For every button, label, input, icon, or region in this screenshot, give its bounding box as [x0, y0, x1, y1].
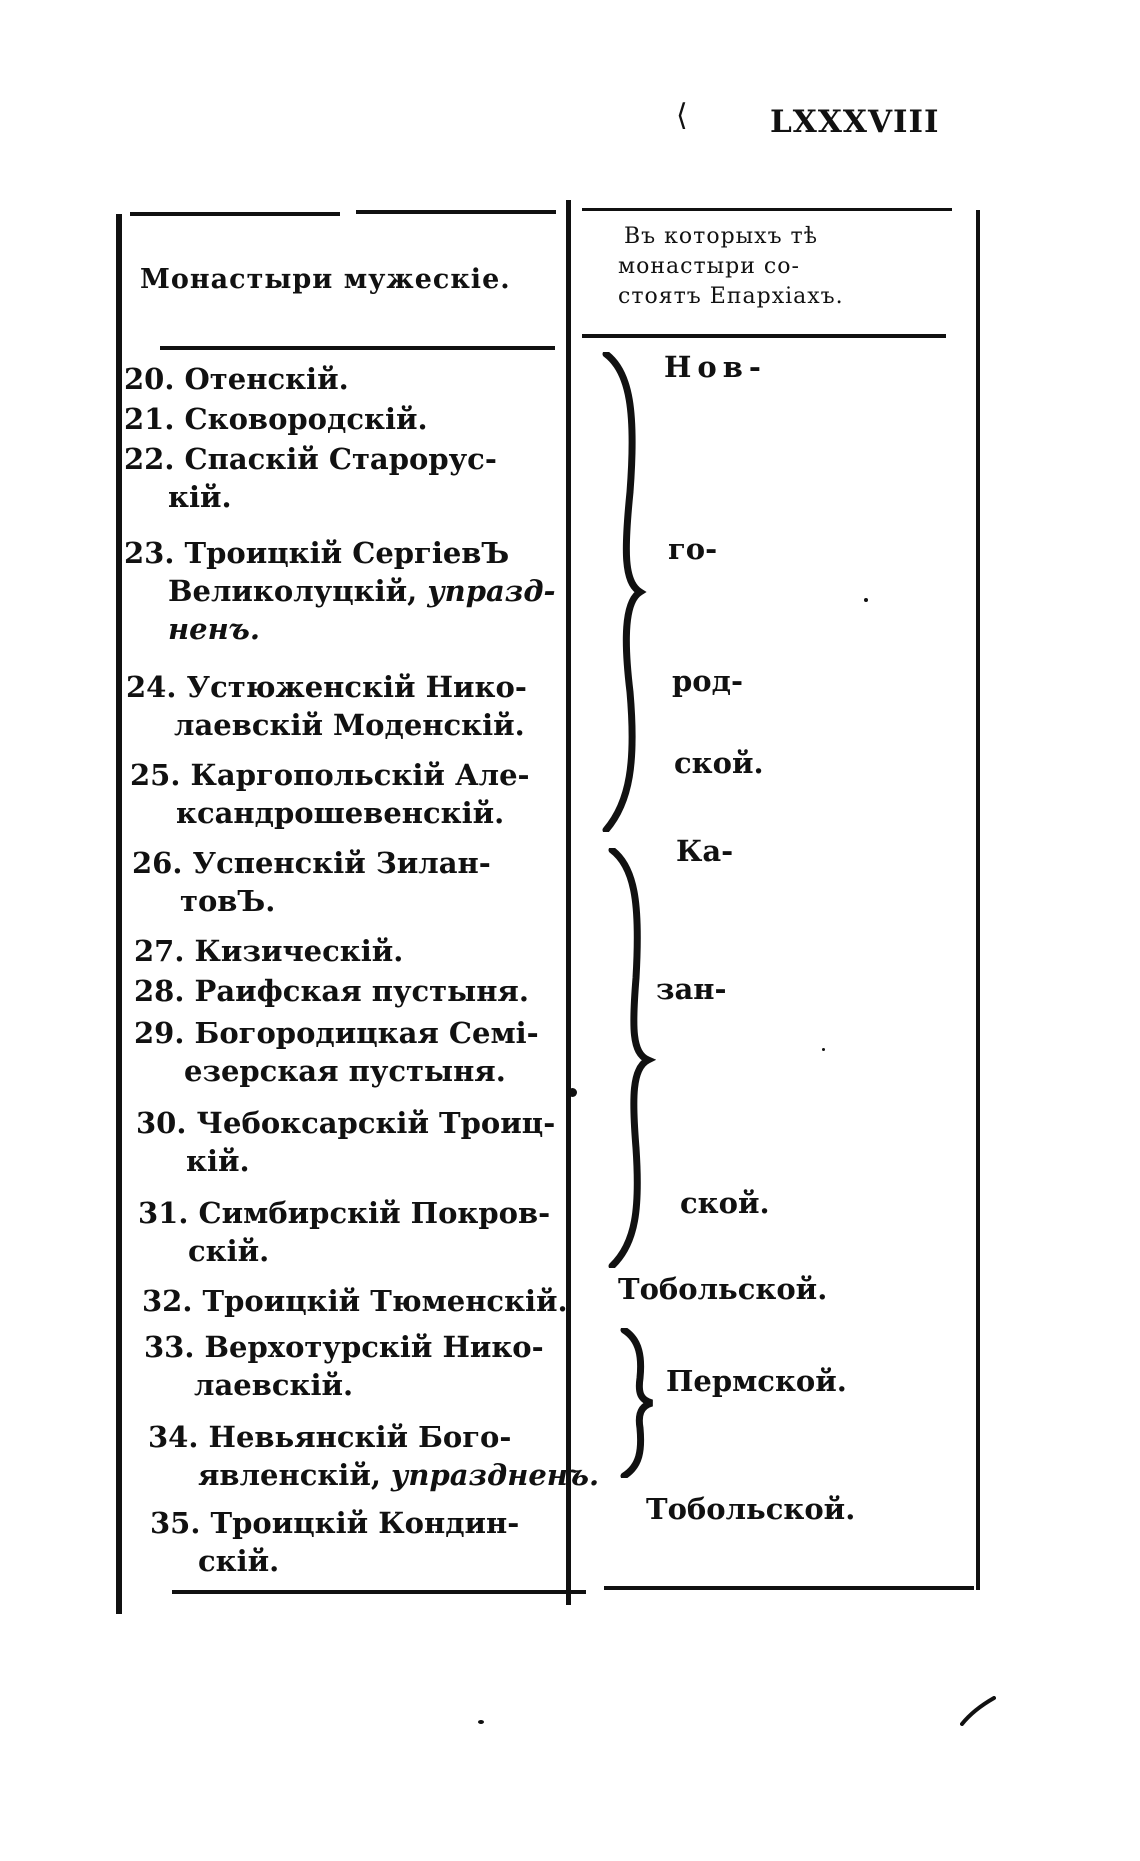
diocese-novgorod-4: ской. [674, 746, 764, 780]
diocese-novgorod-3: род- [672, 664, 743, 698]
entry-line: ксандрошевенскій. [176, 796, 505, 830]
diocese-novgorod-1: Нов- [664, 350, 767, 384]
entry-line: кій. [186, 1144, 250, 1178]
entry-line: Великолуцкій, [168, 574, 428, 608]
page-number: LXXXVIII [770, 104, 940, 140]
entry-line: 29. Богородицкая Семі- [134, 1016, 539, 1050]
entry-21 [124, 400, 428, 438]
entry-24 [126, 668, 527, 744]
bottom-rule-left [172, 1590, 586, 1594]
diocese-tobolsk: Тобольской. [618, 1272, 828, 1306]
right-border [976, 210, 980, 1590]
column-header-monasteries: Монастыри мужескіе. [140, 264, 511, 295]
header-line: Въ которыхъ тѣ [624, 224, 818, 249]
diocese-kazan-3: ской. [680, 1186, 770, 1220]
header-line: стоятъ Епархіахъ. [618, 284, 844, 309]
entry-33 [144, 1328, 544, 1404]
top-rule-right [582, 208, 952, 211]
entry-line: явленскій, [198, 1458, 392, 1492]
diocese-kazan-1: Ка- [676, 834, 734, 868]
entry-line: 20. Отенскій. [124, 362, 349, 396]
entry-line: товЪ. [180, 884, 276, 918]
entry-29 [134, 1014, 539, 1090]
top-rule-middle [356, 210, 556, 214]
ink-speck [478, 1720, 484, 1724]
brace-kazan [606, 848, 656, 1268]
ink-speck [864, 598, 868, 602]
entry-line: 24. Устюженскій Нико- [126, 670, 527, 704]
entry-line: 33. Верхотурскій Нико- [144, 1330, 544, 1364]
entry-line: 30. Чебоксарскій Троиц- [136, 1106, 556, 1140]
entry-line: 31. Симбирскій Покров- [138, 1196, 551, 1230]
header-rule-left [160, 346, 555, 350]
entry-line: 23. Троицкій СергіевЪ [124, 536, 510, 570]
entry-line: 27. Кизическій. [134, 934, 404, 968]
diocese-novgorod-2: го- [668, 532, 718, 566]
entry-line: 35. Троицкій Кондин- [150, 1506, 520, 1540]
entry-note: упраздненъ. [391, 1458, 600, 1492]
brace-perm [620, 1328, 660, 1478]
brace-novgorod [600, 352, 650, 832]
entry-line: езерская пустыня. [184, 1054, 506, 1088]
entry-line: 21. Сковородскій. [124, 402, 428, 436]
entry-line: кій. [168, 480, 232, 514]
header-rule-right [582, 334, 946, 338]
entry-31 [138, 1194, 550, 1270]
entry-27 [134, 932, 403, 970]
entry-20 [124, 360, 349, 398]
column-divider [566, 200, 571, 1605]
entry-30 [136, 1104, 555, 1180]
entry-line: 28. Раифская пустыня. [134, 974, 529, 1008]
entry-line: лаевскій Моденскій. [174, 708, 525, 742]
entry-35 [150, 1504, 519, 1580]
entry-line: 25. Каргопольскій Але- [130, 758, 530, 792]
entry-26 [132, 844, 491, 920]
entry-line: 32. Троицкій Тюменскій. [142, 1284, 568, 1318]
entry-line: скій. [198, 1544, 280, 1578]
diocese-tobolsk-2: Тобольской. [646, 1492, 856, 1526]
entry-note: ненъ. [168, 612, 260, 646]
bottom-rule-right [604, 1586, 974, 1590]
entry-28 [134, 972, 529, 1010]
header-line: монастыри со- [618, 254, 800, 279]
entry-23 [124, 534, 556, 648]
margin-mark: ⟨ [676, 98, 688, 133]
top-rule-left [130, 212, 340, 216]
entry-line: 34. Невьянскій Бого- [148, 1420, 512, 1454]
entry-25 [130, 756, 530, 832]
entry-line: лаевскій. [194, 1368, 354, 1402]
entry-32 [142, 1282, 568, 1320]
diocese-perm: Пермской. [666, 1364, 847, 1398]
diocese-kazan-2: зан- [656, 972, 727, 1006]
entry-line: 26. Успенскій Зилан- [132, 846, 491, 880]
entry-line: 22. Спаскій Старорус- [124, 442, 497, 476]
ink-smudge [960, 1696, 996, 1726]
ink-speck [568, 1088, 577, 1097]
entry-22 [124, 440, 497, 516]
entry-note: упразд- [427, 574, 556, 608]
ink-speck [822, 1048, 825, 1051]
entry-34 [148, 1418, 599, 1494]
left-border [116, 214, 122, 1614]
column-header-dioceses [618, 222, 934, 312]
entry-line: скій. [188, 1234, 270, 1268]
